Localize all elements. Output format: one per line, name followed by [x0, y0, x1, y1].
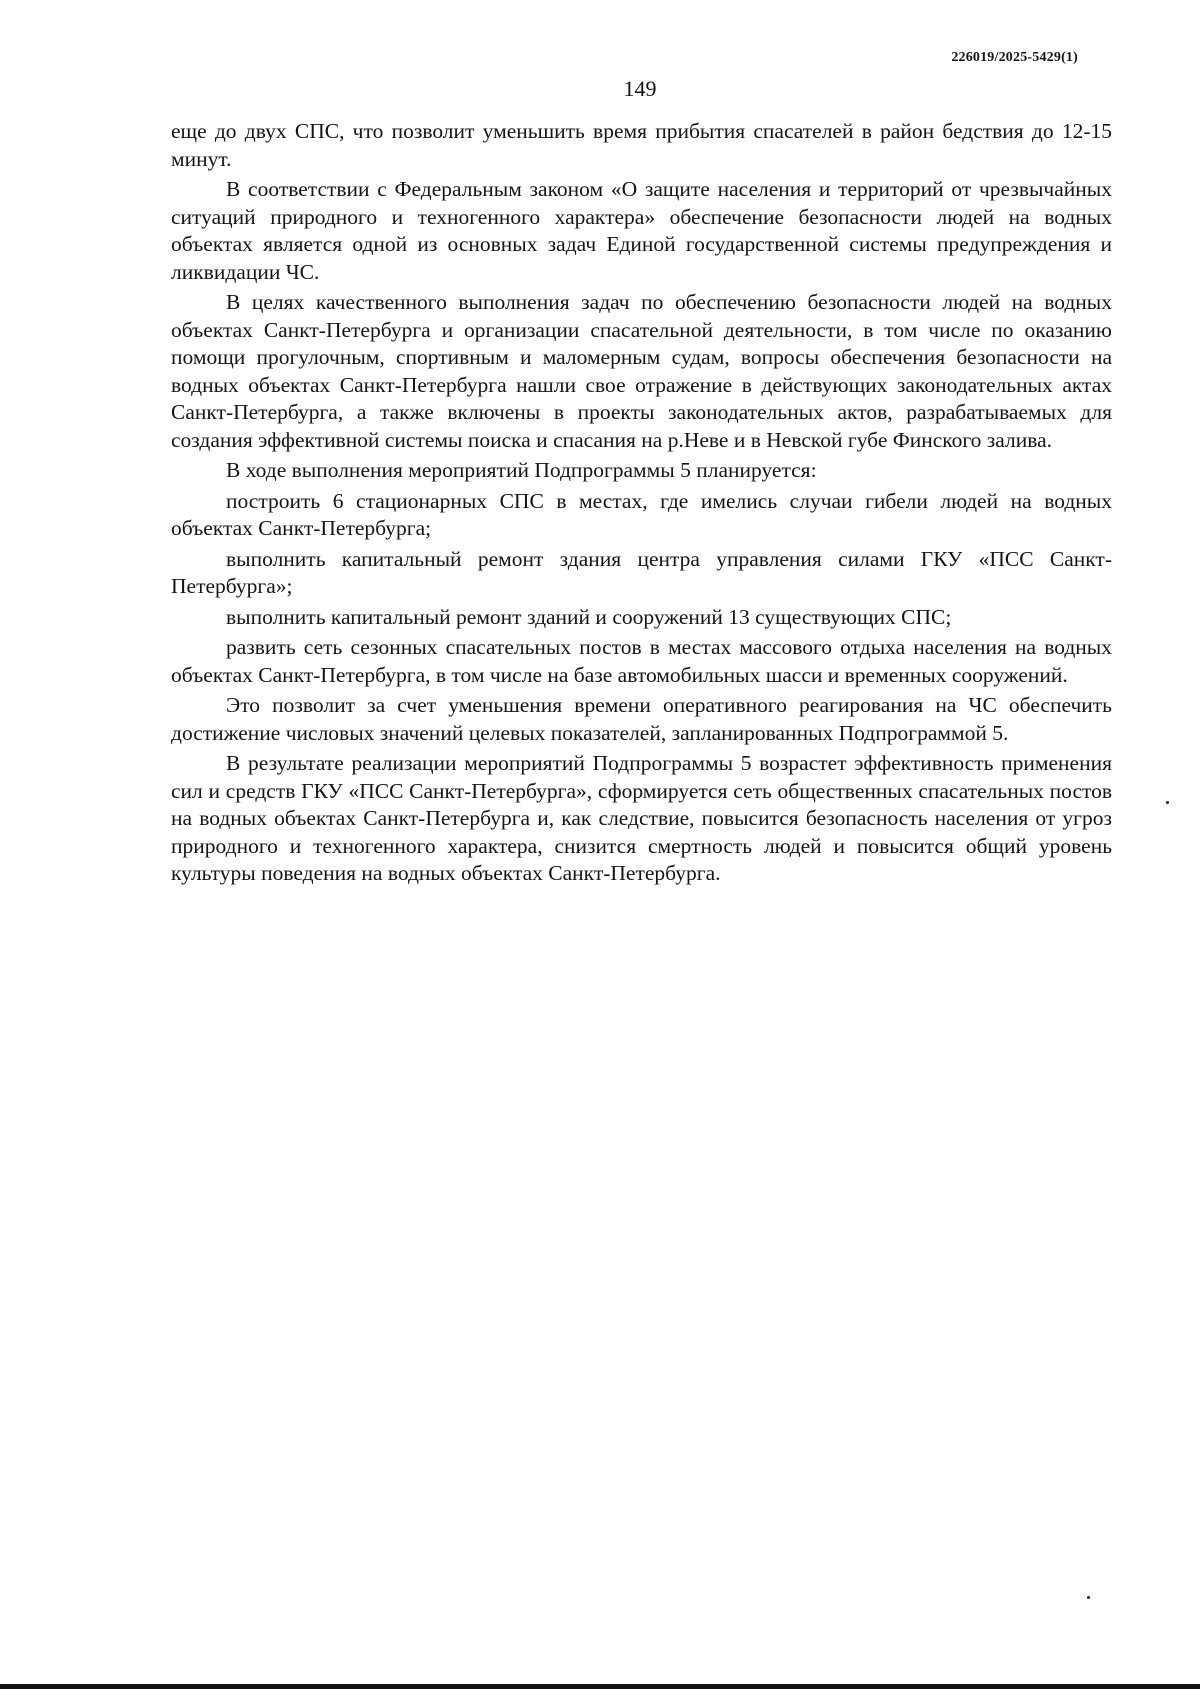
- paragraph-safety-goals: В целях качественного выполнения задач по обеспечению безопасности людей на водных объектах Санкт-Петербурга и организации спасательной деятельности, в том числе по оказанию помощи прогулочным, спортивным и маломерным судам, вопросы обеспечения безопасности на водных объектах Санкт-Петербурга нашли свое отражение в действующих законодательных актах Санкт-Петербурга, а также включены в проекты законодательных актов, разрабатываемых для создания эффективной системы поиска и спасания на р.Неве и в Невской губе Финского залива.: [171, 290, 1112, 452]
- page-number: 149: [623, 76, 657, 101]
- scan-bottom-edge: [0, 1684, 1200, 1689]
- list-item-seasonal-posts: развить сеть сезонных спасательных постов в местах массового отдыха населения на водных объектах Санкт-Петербурга, в том числе на базе автомобильных шасси и временных сооружений.: [171, 635, 1112, 687]
- paragraph-results: В результате реализации мероприятий Подпрограммы 5 возрастет эффективность применения сил и средств ГКУ «ПСС Санкт-Петербурга», сформируется сеть общественных спасательных постов на водных объектах Санкт-Петербурга и, как следствие, повысится безопасность населения от угроз природного и техногенного характера, снизится смертность людей и повысится общий уровень культуры поведения на водных объектах Санкт-Петербурга.: [171, 751, 1112, 885]
- list-item-repair-existing-stations: выполнить капитальный ремонт зданий и сооружений 13 существующих СПС;: [226, 604, 952, 629]
- list-item-repair-control-center: выполнить капитальный ремонт здания центра управления силами ГКУ «ПСС Санкт-Петербурга»;: [171, 546, 1112, 598]
- list-item-build-stations: построить 6 стационарных СПС в местах, где имелись случаи гибели людей на водных объектах Санкт-Петербурга;: [171, 488, 1112, 540]
- document-body: [171, 118, 1112, 888]
- document-registration-number: 226019/2025-5429(1): [951, 50, 1078, 65]
- scan-speck: [1087, 1596, 1090, 1599]
- paragraph-plan-intro: В ходе выполнения мероприятий Подпрограммы 5 планируется:: [226, 458, 817, 482]
- paragraph-federal-law: В соответствии с Федеральным законом «О защите населения и территорий от чрезвычайных ситуаций природного и техногенного характера» обеспечение безопасности людей на водных объектах является одной из основных задач Единой государственной системы предупреждения и ликвидации ЧС.: [171, 177, 1112, 284]
- paragraph-target-indicators: Это позволит за счет уменьшения времени оперативного реагирования на ЧС обеспечить достижение числовых значений целевых показателей, запланированных Подпрограммой 5.: [171, 693, 1112, 745]
- scan-speck: [1166, 801, 1169, 804]
- paragraph-continuation: еще до двух СПС, что позволит уменьшить время прибытия спасателей в район бедствия до 12-15 минут.: [171, 119, 1112, 171]
